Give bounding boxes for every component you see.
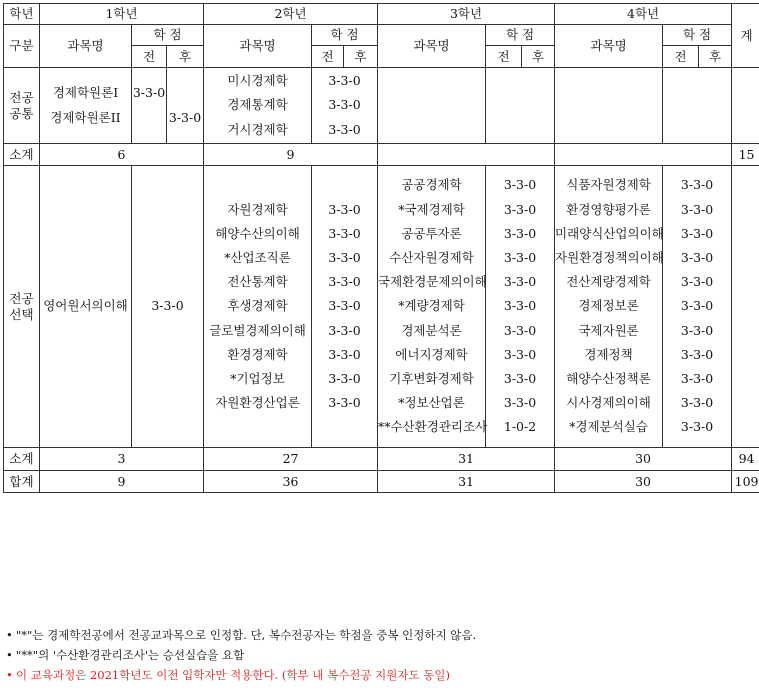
header-second-3: 후 — [522, 46, 555, 68]
cell-line: 시사경제의이해 — [566, 395, 651, 411]
bullet-icon: • — [6, 668, 13, 682]
elective-g1-names — [40, 166, 132, 448]
bullet-icon: • — [6, 628, 13, 642]
footnote-3 — [6, 665, 476, 685]
cell-line: 3-3-0 — [503, 370, 537, 386]
cell-line: 3-3-0 — [680, 298, 714, 314]
cell-line: 3-3-0 — [503, 250, 537, 266]
cell-line: 전산통계학 — [227, 274, 288, 290]
cell-line: 3-3-0 — [680, 419, 714, 435]
header-first-1: 전 — [132, 46, 167, 68]
cell-line: 3-3-0 — [328, 73, 361, 89]
cell-line: *경제분석실습 — [569, 419, 648, 435]
cell-line: 3-3-0 — [151, 298, 184, 314]
cell-line: 3-3-0 — [680, 274, 714, 290]
footnote-3-text: 이 교육과정은 2021학년도 이전 입학자만 적용한다. (학부 내 복수전공 지원자도 동일) — [16, 668, 450, 682]
footnote-2-text: "**"의 '수산환경관리조사'는 승선실습을 요함 — [16, 648, 245, 662]
cell-line: 3-3-0 — [328, 250, 361, 266]
cell-line: 자원환경산업론 — [215, 395, 300, 411]
cell-line: 글로벌경제의이해 — [209, 322, 306, 338]
header-row-grades — [4, 4, 759, 25]
header-total: 계 — [732, 4, 759, 68]
cell-line: 3-3-0 — [328, 370, 361, 386]
cell-line: 3-3-0 — [328, 298, 361, 314]
common-g3-empty — [378, 68, 486, 144]
cell-line: 환경영향평가론 — [566, 201, 651, 217]
elective-g1-credits — [132, 166, 204, 448]
subtotal1-g2: 9 — [204, 144, 378, 166]
cell-line: 경제정보론 — [578, 298, 639, 314]
subtotal2-g4: 30 — [555, 448, 732, 471]
subtotal-row-1 — [4, 144, 759, 166]
header-course-name-1: 과목명 — [40, 25, 132, 68]
subtotal1-g3 — [378, 144, 555, 166]
header-second-1: 후 — [167, 46, 204, 68]
cell-line: 3-3-0 — [328, 322, 361, 338]
elective-g4-names — [555, 166, 663, 448]
header-second-4: 후 — [699, 46, 732, 68]
subtotal-row-2 — [4, 448, 759, 471]
header-grade: 학년 — [4, 4, 40, 25]
footnote-1 — [6, 625, 476, 645]
subtotal2-g1: 3 — [40, 448, 204, 471]
common-g1-names — [40, 68, 132, 144]
cell-line: 3-3-0 — [168, 109, 202, 125]
common-total-empty — [732, 68, 759, 144]
cell-line: 3-3-0 — [680, 370, 714, 386]
elective-total-empty — [732, 166, 759, 448]
common-g4-credits-empty — [663, 68, 732, 144]
cell-line: 자원경제학 — [227, 201, 288, 217]
cell-line: 경제학원론II — [50, 109, 121, 125]
common-label-text: 전공 공통 — [9, 89, 34, 121]
cell-line: 환경경제학 — [227, 346, 288, 362]
header-course-name-3: 과목명 — [378, 25, 486, 68]
footnote-1-text: "*"는 경제학전공에서 전공교과목으로 인정함. 단, 복수전공자는 학점을 중복 인정하지 않음. — [16, 628, 477, 642]
cell-line: 3-3-0 — [132, 85, 166, 101]
cell-line: *계량경제학 — [398, 298, 465, 314]
subtotal1-label: 소계 — [4, 144, 40, 166]
cell-line: 거시경제학 — [227, 121, 288, 137]
header-row-columns — [4, 25, 759, 46]
header-first-3: 전 — [486, 46, 522, 68]
cell-line: *산업조직론 — [224, 250, 291, 266]
grand-total-label: 합계 — [4, 471, 40, 493]
cell-line: *기업정보 — [230, 370, 285, 386]
subtotal2-g3: 31 — [378, 448, 555, 471]
common-g2-names — [204, 68, 312, 144]
cell-line: 해양수산정책론 — [566, 370, 651, 386]
cell-line: **수산환경관리조사 — [378, 419, 488, 435]
cell-line: 경제통계학 — [227, 97, 288, 113]
cell-line: 3-3-0 — [328, 97, 361, 113]
cell-line: 공공경제학 — [401, 177, 462, 193]
elective-label-text: 전공 선택 — [9, 290, 34, 322]
subtotal1-g4 — [555, 144, 732, 166]
cell-line: 3-3-0 — [328, 346, 361, 362]
cell-line: 1-0-2 — [503, 419, 537, 435]
elective-label — [4, 166, 40, 448]
common-g1-second — [167, 68, 204, 144]
grand-total-row — [4, 471, 759, 493]
cell-line: 전산계량경제학 — [566, 274, 651, 290]
header-credits-3: 학 점 — [486, 25, 555, 46]
cell-line: 국제환경문제의이해 — [378, 274, 487, 290]
cell-line: 경제학원론I — [52, 85, 119, 101]
elective-row — [4, 166, 759, 448]
common-g4-empty — [555, 68, 663, 144]
subtotal1-total: 15 — [732, 144, 759, 166]
cell-line: 미시경제학 — [227, 73, 288, 89]
grand-total-g1: 9 — [40, 471, 204, 493]
header-course-name-4: 과목명 — [555, 25, 663, 68]
cell-line: 경제분석론 — [401, 322, 462, 338]
grand-total-total: 109 — [732, 471, 759, 493]
footnote-2 — [6, 645, 476, 665]
subtotal2-label: 소계 — [4, 448, 40, 471]
cell-line: 국제자원론 — [578, 322, 639, 338]
cell-line: 에너지경제학 — [395, 346, 468, 362]
subtotal2-g2: 27 — [204, 448, 378, 471]
header-first-4: 전 — [663, 46, 699, 68]
cell-line: 3-3-0 — [503, 201, 537, 217]
cell-line — [132, 106, 166, 130]
elective-g2-names — [204, 166, 312, 448]
cell-line: 3-3-0 — [503, 346, 537, 362]
cell-line — [167, 81, 203, 105]
grand-total-g3: 31 — [378, 471, 555, 493]
cell-line: 3-3-0 — [503, 298, 537, 314]
subtotal2-total: 94 — [732, 448, 759, 471]
cell-line: 후생경제학 — [227, 298, 288, 314]
header-first-2: 전 — [312, 46, 344, 68]
common-g1-first — [132, 68, 167, 144]
cell-line: 3-3-0 — [503, 395, 537, 411]
cell-line: *국제경제학 — [398, 201, 465, 217]
header-grade1: 1학년 — [40, 4, 204, 25]
cell-line: 3-3-0 — [328, 121, 361, 137]
common-row — [4, 68, 759, 144]
subtotal1-g1: 6 — [40, 144, 204, 166]
cell-line: 3-3-0 — [680, 225, 714, 241]
cell-line: 미래양식산업의이해 — [555, 225, 664, 241]
cell-line: *정보산업론 — [398, 395, 465, 411]
cell-line: 식품자원경제학 — [566, 177, 651, 193]
common-label — [4, 68, 40, 144]
cell-line: 3-3-0 — [503, 177, 537, 193]
cell-line: 3-3-0 — [328, 201, 361, 217]
header-second-2: 후 — [344, 46, 378, 68]
header-division: 구분 — [4, 25, 40, 68]
cell-line: 기후변화경제학 — [389, 370, 474, 386]
cell-line: 경제정책 — [584, 346, 633, 362]
elective-g3-credits — [486, 166, 555, 448]
header-credits-4: 학 점 — [663, 25, 732, 46]
cell-line: 영어원서의이해 — [43, 298, 128, 314]
cell-line: 공공투자론 — [401, 225, 462, 241]
cell-line: 3-3-0 — [503, 274, 537, 290]
elective-g3-names — [378, 166, 486, 448]
cell-line: 자원환경정책의이해 — [555, 250, 664, 266]
cell-line: 3-3-0 — [328, 274, 361, 290]
cell-line: 3-3-0 — [680, 250, 714, 266]
header-credits-2: 학 점 — [312, 25, 378, 46]
cell-line: 3-3-0 — [680, 346, 714, 362]
cell-line: 3-3-0 — [680, 322, 714, 338]
cell-line: 수산자원경제학 — [389, 250, 474, 266]
header-grade3: 3학년 — [378, 4, 555, 25]
cell-line: 3-3-0 — [680, 201, 714, 217]
cell-line: 3-3-0 — [503, 322, 537, 338]
header-credits-1: 학 점 — [132, 25, 204, 46]
header-course-name-2: 과목명 — [204, 25, 312, 68]
cell-line: 3-3-0 — [680, 395, 714, 411]
elective-g4-credits — [663, 166, 732, 448]
header-grade2: 2학년 — [204, 4, 378, 25]
cell-line: 3-3-0 — [680, 177, 714, 193]
common-g2-credits — [312, 68, 378, 144]
cell-line: 3-3-0 — [328, 395, 361, 411]
cell-line: 3-3-0 — [328, 225, 361, 241]
footnotes — [6, 625, 476, 685]
header-grade4: 4학년 — [555, 4, 732, 25]
grand-total-g4: 30 — [555, 471, 732, 493]
cell-line: 3-3-0 — [503, 225, 537, 241]
elective-g2-credits — [312, 166, 378, 448]
grand-total-g2: 36 — [204, 471, 378, 493]
bullet-icon: • — [6, 648, 13, 662]
cell-line: 해양수산의이해 — [215, 225, 300, 241]
common-g3-credits-empty — [486, 68, 555, 144]
curriculum-table — [3, 3, 759, 493]
